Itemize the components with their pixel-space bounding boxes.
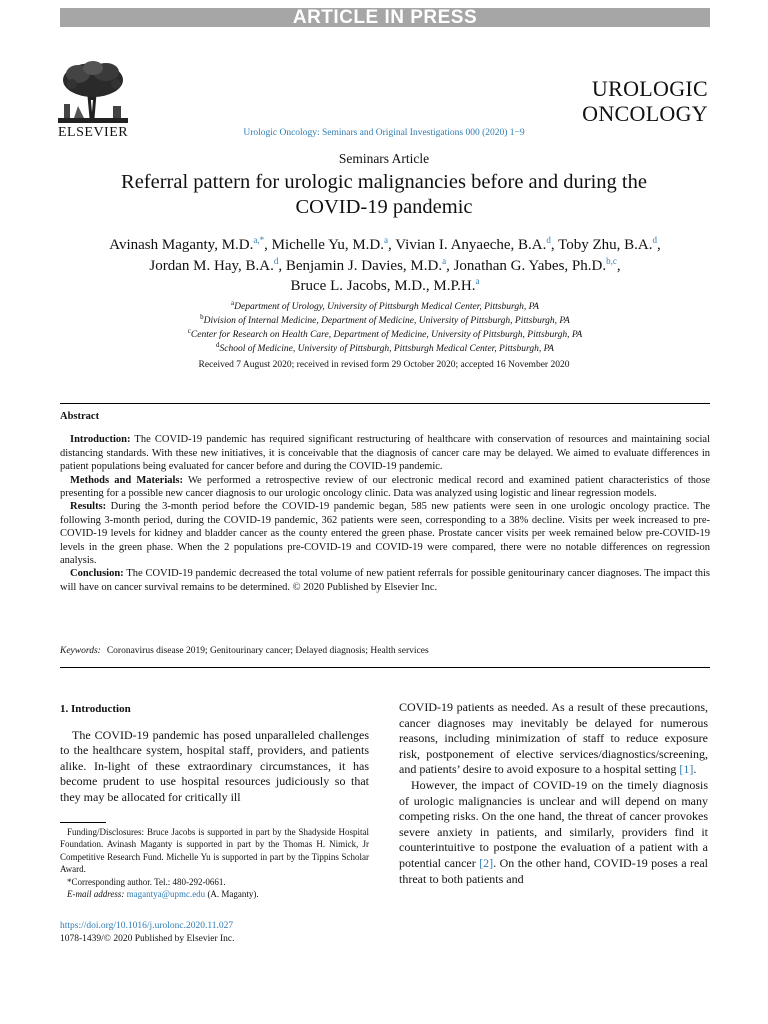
affiliation-text: Center for Research on Health Care, Department of Medicine, University of Pittsburgh, Pittsburgh, PA: [190, 330, 583, 340]
affiliation-text: School of Medicine, University of Pittsburgh, Pittsburgh Medical Center, Pittsburgh, PA: [219, 344, 554, 354]
footnote-rule: [60, 822, 106, 823]
author-name: Vivian I. Anyaeche, B.A.: [395, 237, 547, 253]
left-column: [60, 700, 369, 806]
abstract-section-label: Results:: [70, 501, 107, 513]
affiliation-item: [60, 300, 710, 314]
author-name: Toby Zhu, B.A.: [558, 237, 653, 253]
keywords: [60, 646, 710, 656]
author-separator: ,: [657, 237, 661, 253]
author-affiliation-link[interactable]: a: [442, 255, 447, 266]
author-separator: ,: [388, 237, 396, 253]
section-heading: 1. Introduction: [60, 703, 131, 715]
abstract-methods: [60, 474, 710, 501]
author-name: Benjamin J. Davies, M.D.: [285, 257, 443, 274]
author-affiliation-link[interactable]: a: [384, 235, 388, 245]
abstract-heading: Abstract: [60, 411, 100, 422]
abstract-section-label: Methods and Materials:: [70, 474, 183, 486]
publisher-name: ELSEVIER: [58, 125, 129, 140]
intro-paragraph: The COVID-19 pandemic has posed unparalleled challenges to the healthcare system, hospital staff, providers, and patients alike. In-light of these extraordinary circumstances, it has become prudent to use hospital resources judiciously so that they may be allocated for critically ill: [60, 727, 369, 804]
email-label: E-mail address:: [67, 889, 125, 900]
corresponding-author: *Corresponding author. Tel.: 480-292-0661.: [67, 876, 226, 887]
keywords-label: Keywords:: [60, 646, 101, 656]
affiliation-item: [60, 314, 710, 328]
author-separator: ,: [550, 237, 559, 253]
body-paragraph: [399, 700, 708, 778]
author-name: Jordan M. Hay, B.A.: [149, 257, 274, 274]
abstract: [60, 410, 710, 594]
doi-link[interactable]: https://doi.org/10.1016/j.urolonc.2020.11.027: [60, 921, 234, 931]
author-separator: ,: [264, 237, 272, 253]
paragraph-end: .: [693, 762, 697, 777]
author-affiliation-link[interactable]: a,*: [253, 235, 265, 245]
author-name: Avinash Maganty, M.D.: [109, 237, 254, 253]
affiliation-key: c: [187, 326, 191, 335]
article-in-press-banner: ARTICLE IN PRESS: [60, 8, 710, 27]
paragraph-text: However, the impact of COVID-19 on the timely diagnosis of urologic malignancies is unclear and will depend on many competing risks. On the one hand, the threat of cancer provokes severe anxiety in patients, and similarly, providers find it counterintuitive to postpone the evaluation of a patient with a potential cancer: [399, 777, 708, 870]
funding-text: Bruce Jacobs is supported in part by the Shadyside Hospital Foundation. Avinash Maganty is supported in part by the Thomas H. Nimick, Jr Competitive Research Fund. Michelle Yu is supported in part by the Tippins Scholar Award.: [60, 827, 369, 875]
affiliation-text: Division of Internal Medicine, Department of Medicine, University of Pittsburgh, Pittsburgh, PA: [203, 316, 570, 326]
abstract-bottom-rule: [60, 667, 710, 668]
abstract-section-text: The COVID-19 pandemic has required significant restructuring of healthcare with conservation of resources and maintaining social distancing standards. With these new initiatives, it is conceivable that the diagnosis of cancer care may be delayed. We aimed to evaluate differences in patient populations being evaluated for cancer before and during the COVID-19 pandemic.: [60, 434, 710, 473]
elsevier-tree-icon: [58, 60, 128, 124]
author-separator: ,: [616, 257, 621, 274]
paragraph-end: . On the other hand, COVID-19 poses a real threat to both patients and: [399, 855, 709, 886]
email-owner: (A. Maganty).: [207, 889, 259, 900]
journal-brand: [582, 76, 708, 126]
article-title: Referral pattern for urologic malignancies before and during the COVID-19 pandemic: [121, 171, 647, 218]
keywords-text: Coronavirus disease 2019; Genitourinary cancer; Delayed diagnosis; Health services: [106, 646, 429, 656]
author-name: Michelle Yu, M.D.: [271, 237, 384, 253]
footnotes: [60, 826, 369, 900]
abstract-section-label: Introduction:: [70, 434, 131, 446]
author-separator: ,: [446, 257, 454, 274]
author-affiliation-link[interactable]: d: [546, 235, 551, 245]
right-column: [399, 700, 708, 887]
abstract-introduction: [60, 433, 710, 473]
affiliation-key: b: [200, 312, 204, 321]
reference-link[interactable]: [2]: [479, 855, 494, 870]
affiliation-item: [60, 342, 710, 356]
author-affiliation-link[interactable]: d: [652, 235, 657, 245]
funding-label: Funding/Disclosures:: [67, 827, 145, 837]
affiliation-item: [60, 328, 710, 342]
paragraph-text: COVID-19 patients as needed. As a result of these precautions, cancer diagnoses may inevitably be delayed for numerous reasons, including minimization of staff to reduce exposure risk, postponement of elective services/diagnostics/screening, and patients’ desire to avoid exposure to a hospital setting: [399, 700, 708, 777]
affiliation-key: d: [216, 340, 220, 349]
funding-footnote: [60, 826, 369, 876]
affiliation-text: Department of Urology, University of Pittsburgh Medical Center, Pittsburgh, PA: [234, 302, 539, 312]
author-name: Bruce L. Jacobs, M.D., M.P.H.: [290, 278, 476, 294]
abstract-section-text: We performed a retrospective review of our electronic medical record and examined patient characteristics of those presenting for a possible new cancer diagnosis to our urologic oncology clinic. Data was analyzed using logistic and linear regression models.: [60, 474, 710, 500]
email-link[interactable]: magantya@upmc.edu: [126, 889, 206, 900]
journal-brand-line-1: UROLOGIC: [591, 76, 708, 101]
author-separator: ,: [278, 257, 286, 274]
abstract-section-text: The COVID-19 pandemic decreased the total volume of new patient referrals for possible genitourinary cancer diagnoses. The impact this will have on cancer survival remains to be determined. © 2020 Published by Elsevier Inc.: [60, 568, 710, 593]
issn-line: 1078-1439/© 2020 Published by Elsevier Inc.: [60, 934, 235, 944]
journal-brand-line-2: ONCOLOGY: [582, 101, 708, 126]
affiliation-key: a: [231, 298, 235, 307]
journal-citation-link[interactable]: Urologic Oncology: Seminars and Original Investigations 000 (2020) 1−9: [243, 128, 525, 138]
author-affiliation-link[interactable]: d: [273, 255, 279, 266]
reference-link[interactable]: [1]: [679, 762, 694, 777]
abstract-results: [60, 500, 710, 567]
author-list: [60, 235, 710, 297]
abstract-conclusion: [60, 567, 710, 594]
received-dates: Received 7 August 2020; received in revised form 29 October 2020; accepted 16 November 2020: [198, 360, 570, 370]
author-name: Jonathan G. Yabes, Ph.D.: [453, 257, 607, 274]
abstract-top-rule: [60, 403, 710, 404]
affiliation-list: [60, 300, 710, 356]
author-affiliation-link[interactable]: a: [475, 276, 480, 286]
doi-block: [60, 920, 235, 946]
article-type: Seminars Article: [338, 151, 430, 166]
email-footnote: [60, 888, 369, 900]
body-paragraph: [399, 778, 708, 887]
abstract-section-label: Conclusion:: [70, 568, 124, 580]
author-affiliation-link[interactable]: b,c: [606, 255, 617, 266]
abstract-section-text: During the 3-month period before the COVID-19 pandemic began, 585 new patients were seen in one urologic oncology practice. The following 3-month period, during the COVID-19 pandemic, 362 patients were seen, corresponding to a 38% decline. Visits per week increased to pre-COVID-19 levels for kidney and bladder cancer as the county entered the green phase. Prostate cancer visits per week remained below pre-COVID-19 levels in the green phase. When the 2 populations pre-COVID-19 and COVID-19 were compared, there were no notable differences on regression analysis.: [60, 501, 711, 567]
